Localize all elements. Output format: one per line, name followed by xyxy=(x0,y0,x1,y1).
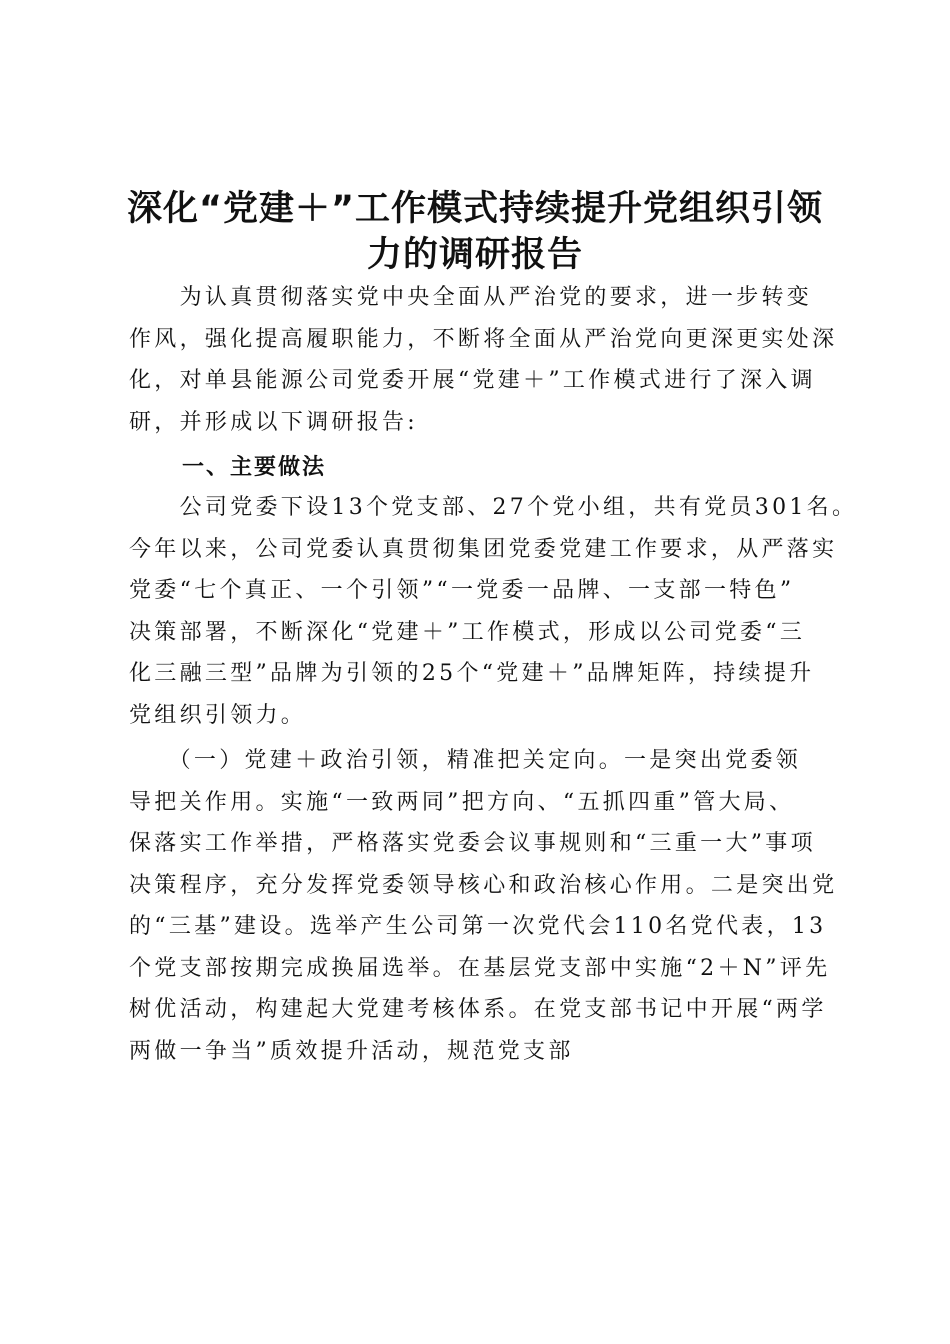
text-line: 决策程序，充分发挥党委领导核心和政治核心作用。二是突出党 xyxy=(129,872,838,898)
text-line: 研，并形成以下调研报告: xyxy=(129,409,419,435)
political-leadership-paragraph xyxy=(129,740,859,1072)
text-line: 作风，强化提高履职能力，不断将全面从严治党向更深更实处深 xyxy=(129,326,838,352)
text-line: 公司党委下设13个党支部、27个党小组，共有党员301名。 xyxy=(129,495,858,520)
practices-paragraph xyxy=(129,487,859,736)
text-line: 党组织引领力。 xyxy=(129,702,307,728)
text-line: （一）党建＋政治引领，精准把关定向。一是突出党委领 xyxy=(129,748,802,773)
text-line: 两做一争当”质效提升活动，规范党支部 xyxy=(129,1038,574,1064)
text-line: 化三融三型”品牌为引领的25个“党建＋”品牌矩阵，持续提升 xyxy=(129,661,815,686)
text-line: 导把关作用。实施“一致两同”把方向、“五抓四重”管大局、 xyxy=(129,789,795,815)
text-line: 党委“七个真正、一个引领”“一党委一品牌、一支部一特色” xyxy=(129,578,795,603)
text-line: 保落实工作举措，严格落实党委会议事规则和“三重一大”事项 xyxy=(129,831,816,856)
text-line: 的“三基”建设。选举产生公司第一次党代会110名党代表，13 xyxy=(129,914,827,939)
intro-paragraph xyxy=(129,277,859,443)
text-line: 树优活动，构建起大党建考核体系。在党支部书记中开展“两学 xyxy=(129,997,827,1022)
document-title xyxy=(100,186,850,278)
title-line: 力的调研报告 xyxy=(366,235,583,275)
section-heading: 一、主要做法 xyxy=(182,455,327,480)
text-line: 今年以来，公司党委认真贯彻集团党委党建工作要求，从严落实 xyxy=(129,536,838,562)
text-line: 决策部署，不断深化“党建＋”工作模式，形成以公司党委“三 xyxy=(129,619,806,645)
text-line: 化，对单县能源公司党委开展“党建＋”工作模式进行了深入调 xyxy=(129,368,816,393)
text-line: 个党支部按期完成换届选举。在基层党支部中实施“2＋N”评先 xyxy=(129,955,831,981)
title-line: 深化“党建＋”工作模式持续提升党组织引领 xyxy=(126,189,823,229)
text-line: 为认真贯彻落实党中央全面从严治党的要求，进一步转变 xyxy=(129,285,813,310)
